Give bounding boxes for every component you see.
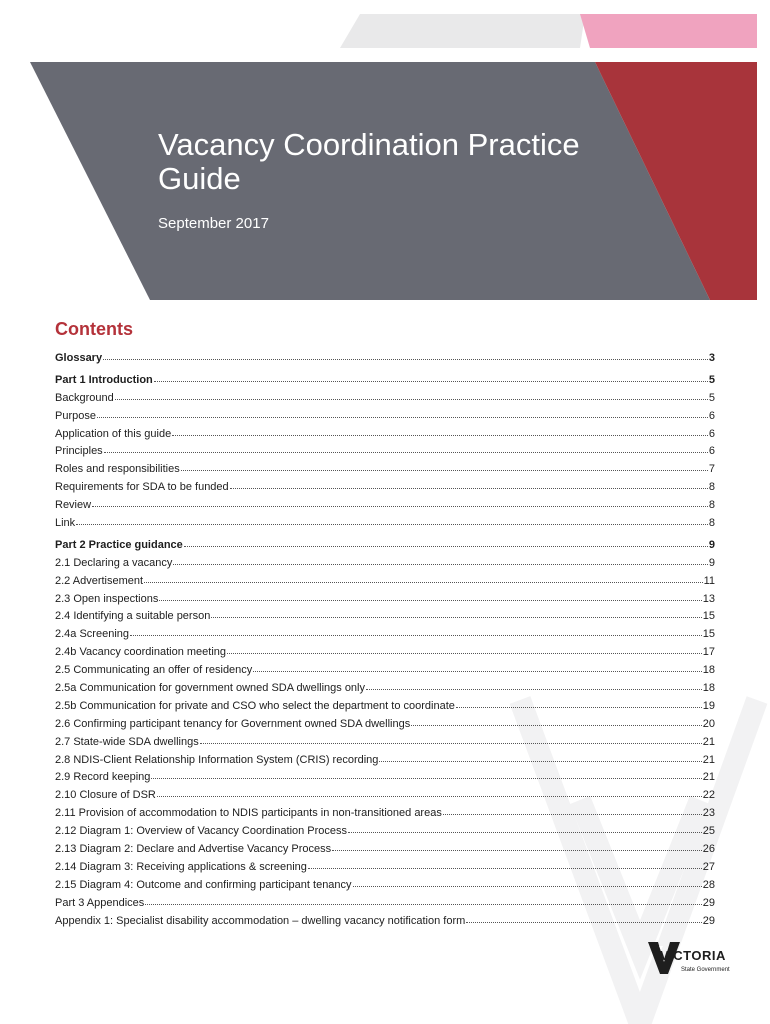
toc-leader-dots bbox=[92, 497, 708, 507]
toc-entry[interactable] bbox=[55, 390, 715, 408]
toc-entry[interactable] bbox=[55, 372, 715, 390]
toc-entry[interactable] bbox=[55, 823, 715, 841]
toc-entry[interactable] bbox=[55, 877, 715, 895]
toc-leader-dots bbox=[172, 426, 708, 436]
toc-entry-title: 2.6 Confirming participant tenancy for Government owned SDA dwellings bbox=[55, 717, 411, 730]
toc-entry-page: 22 bbox=[702, 789, 715, 802]
toc-entry-page: 25 bbox=[702, 825, 715, 838]
toc-entry-title: 2.4b Vacancy coordination meeting bbox=[55, 646, 227, 659]
toc-leader-dots bbox=[411, 716, 702, 726]
toc-entry-title: Part 1 Introduction bbox=[55, 373, 153, 386]
toc-entry[interactable] bbox=[55, 573, 715, 591]
toc-leader-dots bbox=[115, 390, 708, 400]
toc-entry-page: 6 bbox=[708, 409, 715, 422]
toc-leader-dots bbox=[332, 841, 702, 851]
toc-leader-dots bbox=[353, 877, 702, 887]
toc-entry-title: Roles and responsibilities bbox=[55, 463, 180, 476]
toc-entry-page: 29 bbox=[702, 914, 715, 927]
toc-entry[interactable] bbox=[55, 350, 715, 368]
toc-entry-page: 6 bbox=[708, 427, 715, 440]
toc-entry-page: 21 bbox=[702, 735, 715, 748]
toc-entry-page: 29 bbox=[702, 896, 715, 909]
toc-leader-dots bbox=[184, 537, 708, 547]
toc-entry[interactable] bbox=[55, 752, 715, 770]
toc-entry-page: 19 bbox=[702, 699, 715, 712]
toc-leader-dots bbox=[151, 769, 701, 779]
toc-leader-dots bbox=[154, 372, 708, 382]
toc-entry[interactable] bbox=[55, 734, 715, 752]
toc-entry-title: 2.5a Communication for government owned SDA dwellings only bbox=[55, 682, 365, 695]
toc-entry[interactable] bbox=[55, 443, 715, 461]
toc-entry-title: Background bbox=[55, 391, 114, 404]
toc-entry-title: 2.12 Diagram 1: Overview of Vacancy Coordination Process bbox=[55, 825, 348, 838]
toc-entry[interactable] bbox=[55, 626, 715, 644]
toc-entry[interactable] bbox=[55, 859, 715, 877]
toc-entry-title: 2.9 Record keeping bbox=[55, 771, 151, 784]
toc-entry[interactable] bbox=[55, 515, 715, 533]
toc-entry[interactable] bbox=[55, 680, 715, 698]
toc-entry[interactable] bbox=[55, 644, 715, 662]
toc-entry-page: 6 bbox=[708, 445, 715, 458]
toc-entry[interactable] bbox=[55, 662, 715, 680]
light-gray-band bbox=[340, 14, 585, 48]
toc-entry[interactable] bbox=[55, 555, 715, 573]
pink-band bbox=[580, 14, 757, 48]
toc-leader-dots bbox=[211, 608, 701, 618]
toc-leader-dots bbox=[348, 823, 702, 833]
toc-leader-dots bbox=[379, 752, 701, 762]
toc-entry-title: 2.8 NDIS-Client Relationship Information System (CRIS) recording bbox=[55, 753, 379, 766]
toc-entry-title: Requirements for SDA to be funded bbox=[55, 481, 229, 494]
toc-entry-title: Link bbox=[55, 517, 76, 530]
toc-entry[interactable] bbox=[55, 426, 715, 444]
toc-leader-dots bbox=[157, 787, 702, 797]
toc-leader-dots bbox=[145, 895, 701, 905]
toc-entry-page: 28 bbox=[702, 878, 715, 891]
toc-entry[interactable] bbox=[55, 805, 715, 823]
toc-entry-title: Appendix 1: Specialist disability accommodation – dwelling vacancy notification form bbox=[55, 914, 466, 927]
toc-entry[interactable] bbox=[55, 497, 715, 515]
toc-entry-title: Principles bbox=[55, 445, 103, 458]
toc-leader-dots bbox=[130, 626, 702, 636]
toc-leader-dots bbox=[466, 913, 701, 923]
toc-leader-dots bbox=[227, 644, 702, 654]
toc-leader-dots bbox=[159, 591, 701, 601]
toc-entry-page: 11 bbox=[703, 574, 715, 587]
toc-entry-title: Review bbox=[55, 499, 92, 512]
toc-entry-page: 18 bbox=[702, 682, 715, 695]
toc-entry[interactable] bbox=[55, 698, 715, 716]
toc-entry-page: 18 bbox=[702, 664, 715, 677]
toc-entry-page: 15 bbox=[702, 610, 715, 623]
toc-entry[interactable] bbox=[55, 841, 715, 859]
toc-leader-dots bbox=[144, 573, 703, 583]
logo-wordmark: VICTORIA bbox=[660, 948, 726, 963]
toc-entry-page: 23 bbox=[702, 807, 715, 820]
toc-entry-title: Application of this guide bbox=[55, 427, 172, 440]
toc-leader-dots bbox=[308, 859, 702, 869]
toc-leader-dots bbox=[456, 698, 702, 708]
toc-leader-dots bbox=[253, 662, 701, 672]
toc-entry-page: 5 bbox=[708, 391, 715, 404]
toc-entry-title: 2.7 State-wide SDA dwellings bbox=[55, 735, 199, 748]
contents-heading: Contents bbox=[55, 319, 133, 339]
toc-leader-dots bbox=[173, 555, 707, 565]
toc-entry-page: 7 bbox=[708, 463, 715, 476]
toc-entry-page: 17 bbox=[702, 646, 715, 659]
toc-entry-page: 27 bbox=[702, 860, 715, 873]
toc-leader-dots bbox=[443, 805, 702, 815]
toc-entry-page: 8 bbox=[708, 481, 715, 494]
table-of-contents bbox=[55, 350, 715, 931]
logo-subtitle: State Government bbox=[681, 967, 730, 973]
toc-entry[interactable] bbox=[55, 716, 715, 734]
toc-leader-dots bbox=[181, 461, 708, 471]
toc-entry[interactable] bbox=[55, 895, 715, 913]
toc-entry-title: Part 2 Practice guidance bbox=[55, 538, 183, 551]
toc-entry-title: 2.5 Communicating an offer of residency bbox=[55, 664, 253, 677]
toc-leader-dots bbox=[76, 515, 708, 525]
toc-entry-title: 2.14 Diagram 3: Receiving applications & screening bbox=[55, 860, 307, 873]
toc-entry[interactable] bbox=[55, 608, 715, 626]
toc-leader-dots bbox=[103, 350, 708, 360]
toc-entry-page: 5 bbox=[708, 373, 715, 386]
toc-entry-page: 8 bbox=[708, 499, 715, 512]
toc-entry-title: 2.4a Screening bbox=[55, 628, 129, 641]
toc-leader-dots bbox=[97, 408, 708, 418]
toc-entry[interactable] bbox=[55, 913, 715, 931]
toc-entry-title: Part 3 Appendices bbox=[55, 896, 145, 909]
document-title: Vacancy Coordination Practice Guide bbox=[158, 127, 580, 196]
toc-entry[interactable] bbox=[55, 769, 715, 787]
toc-entry-page: 8 bbox=[708, 517, 715, 530]
toc-entry-page: 15 bbox=[702, 628, 715, 641]
toc-entry-title: 2.3 Open inspections bbox=[55, 592, 159, 605]
toc-entry[interactable] bbox=[55, 408, 715, 426]
toc-entry-title: 2.15 Diagram 4: Outcome and confirming participant tenancy bbox=[55, 878, 352, 891]
toc-leader-dots bbox=[366, 680, 702, 690]
toc-entry[interactable] bbox=[55, 461, 715, 479]
toc-entry-page: 3 bbox=[708, 352, 715, 364]
toc-leader-dots bbox=[200, 734, 702, 744]
toc-entry-title: 2.5b Communication for private and CSO who select the department to coordinate bbox=[55, 699, 455, 712]
toc-entry-page: 26 bbox=[702, 843, 715, 856]
toc-entry-page: 20 bbox=[702, 717, 715, 730]
toc-entry[interactable] bbox=[55, 537, 715, 555]
toc-entry-title: 2.11 Provision of accommodation to NDIS participants in non-transitioned areas bbox=[55, 807, 442, 820]
toc-entry[interactable] bbox=[55, 479, 715, 497]
toc-leader-dots bbox=[104, 443, 708, 453]
toc-entry-page: 13 bbox=[702, 592, 715, 605]
toc-entry-title: 2.1 Declaring a vacancy bbox=[55, 556, 173, 569]
document-date: September 2017 bbox=[158, 215, 269, 232]
toc-entry-title: Purpose bbox=[55, 409, 96, 422]
toc-entry-page: 9 bbox=[708, 556, 715, 569]
toc-entry-title: Glossary bbox=[55, 352, 103, 364]
toc-entry-page: 21 bbox=[702, 771, 715, 784]
toc-entry-title: 2.2 Advertisement bbox=[55, 574, 144, 587]
toc-entry-title: 2.13 Diagram 2: Declare and Advertise Vacancy Process bbox=[55, 843, 332, 856]
toc-entry[interactable] bbox=[55, 787, 715, 805]
toc-entry-page: 9 bbox=[708, 538, 715, 551]
toc-entry-title: 2.4 Identifying a suitable person bbox=[55, 610, 211, 623]
toc-leader-dots bbox=[230, 479, 708, 489]
toc-entry[interactable] bbox=[55, 591, 715, 609]
toc-entry-title: 2.10 Closure of DSR bbox=[55, 789, 156, 802]
toc-entry-page: 21 bbox=[702, 753, 715, 766]
